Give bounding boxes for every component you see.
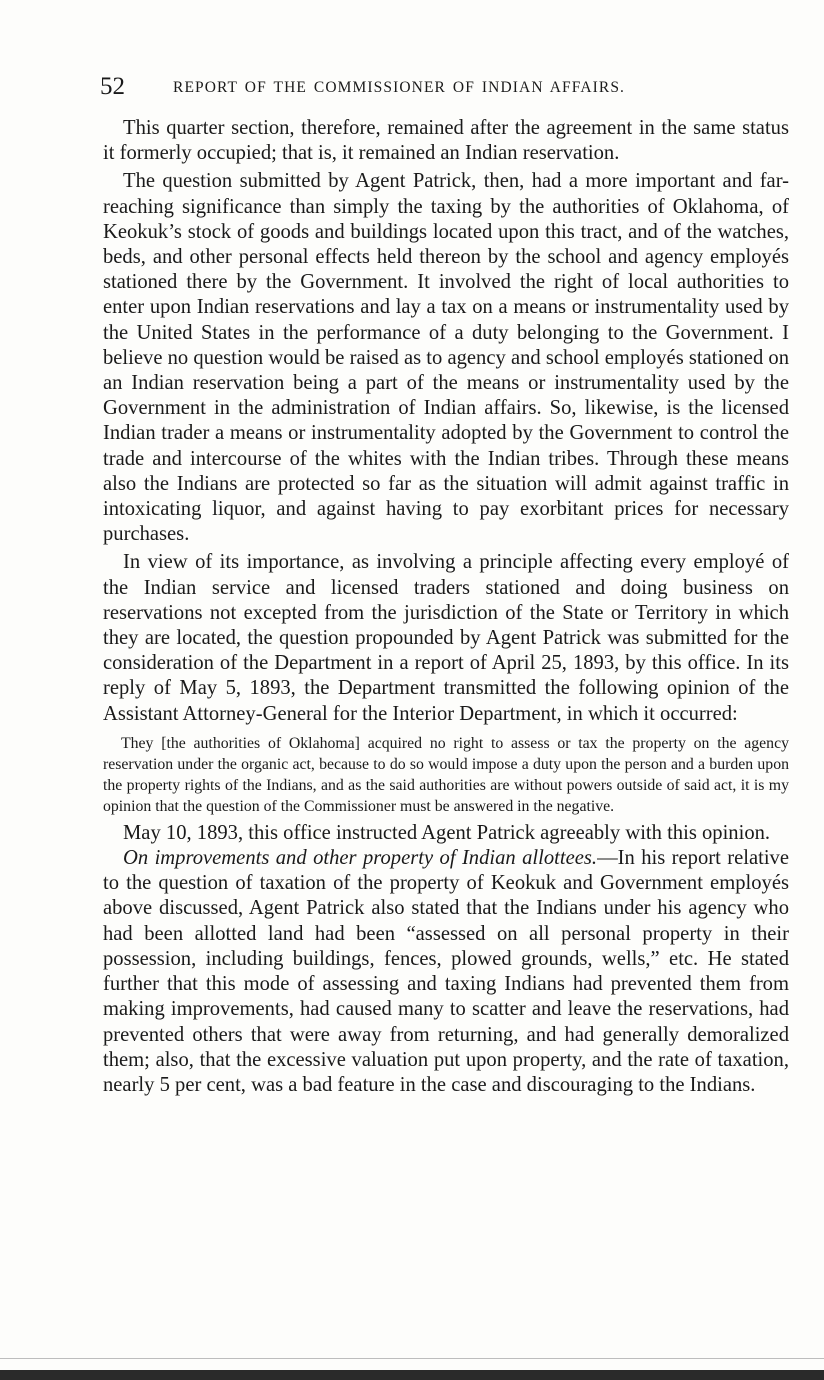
running-head: REPORT OF THE COMMISSIONER OF INDIAN AFFAIRS. xyxy=(173,79,626,96)
paragraph-allottee-improvements xyxy=(103,846,789,1098)
section-body-allottees: —In his report relative to the question of taxation of the property of Keokuk and Government employés above discussed, Agent Patrick also stated that the Indians under his agency who had been allotted land had been “assessed on all personal property in their possession, including buildings, fences, plowed grounds, wells,” etc. He stated further that this mode of assessing and taxing Indians had prevented them from making improvements, had caused many to scatter and leave the reservations, had prevented others that were away from returning, and had generally demoralized them; also, that the excessive valuation put upon property, and the rate of taxation, nearly 5 per cent, was a bad feature in the case and discouraging to the Indians. xyxy=(103,847,789,1096)
paragraph-question-significance: The question submitted by Agent Patrick, then, had a more important and far-reaching significance than simply the taxing by the authorities of Oklahoma, of Keokuk’s stock of goods and buildings located upon this tract, and of the watches, beds, and other personal effects held thereon by the school and agency employés stationed there by the Government. It involved the right of local authorities to enter upon Indian reservations and lay a tax on a means or instrumentality used by the United States in the performance of a duty belonging to the Government. I believe no question would be raised as to agency and school employés stationed on an Indian reservation being a part of the means or instrumentality used by the Government in the administration of Indian affairs. So, likewise, is the licensed Indian trader a means or instrumentality adopted by the Government to control the trade and intercourse of the whites with the Indian tribes. Through these means also the Indians are protected so far as the situation will admit against traffic in intoxicating liquor, and against having to pay exorbitant prices for necessary purchases. xyxy=(103,170,789,546)
section-heading-allottees: On improvements and other property of Indian allottees. xyxy=(123,847,598,870)
page-number: 52 xyxy=(100,73,125,100)
page-edge-line xyxy=(0,1358,824,1359)
paragraph-reservation-status: This quarter section, therefore, remained after the agreement in the same status it formerly occupied; that is, it remained an Indian reservation. xyxy=(103,117,789,165)
body-text xyxy=(103,116,789,1098)
page-header xyxy=(100,72,790,106)
quoted-opinion: They [the authorities of Oklahoma] acquired no right to assess or tax the property on the agency reservation under the organic act, because to do so would impose a duty upon the person and a burden upon the property rights of the Indians, and as the said authorities are without powers outside of said act, it is my opinion that the question of the Commissioner must be answered in the negative. xyxy=(103,734,789,815)
paragraph-office-instruction: May 10, 1893, this office instructed Agent Patrick agreeably with this opinion. xyxy=(123,821,771,844)
scan-bottom-border xyxy=(0,1370,824,1380)
paragraph-department-submission: In view of its importance, as involving a principle affecting every employé of the Indian service and licensed traders stationed and doing business on reservations not excepted from the jurisdiction of the State or Territory in which they are located, the question propounded by Agent Patrick was submitted for the consideration of the Department in a report of April 25, 1893, by this office. In its reply of May 5, 1893, the Department transmitted the following opinion of the Assistant Attorney-General for the Interior Department, in which it occurred: xyxy=(103,551,789,725)
